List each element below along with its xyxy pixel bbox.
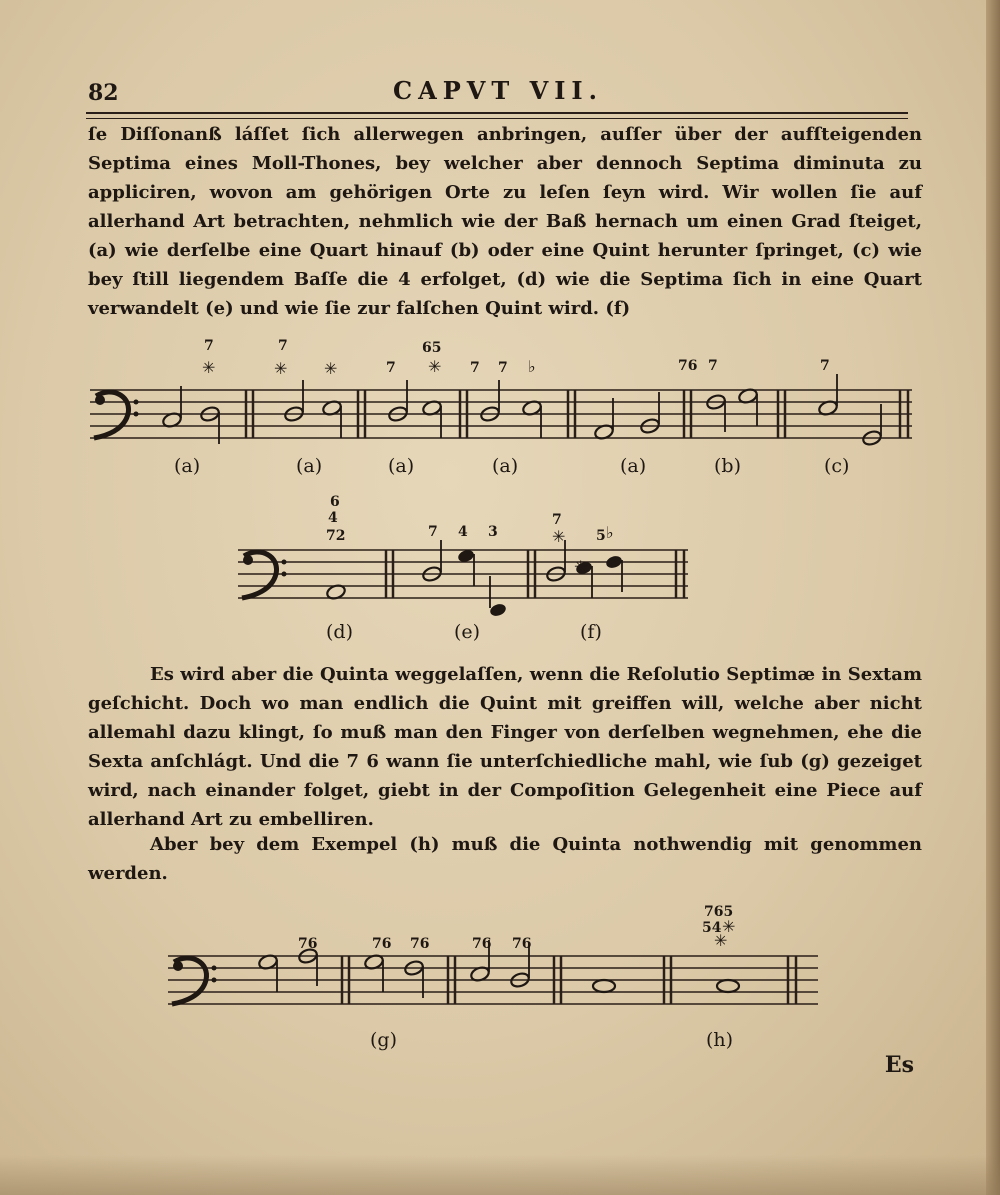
music-example-row-3 [166,900,826,1060]
header-rule [86,112,908,119]
music-example-row-2 [236,492,696,652]
music-example-row-1 [88,338,918,488]
sharp-icon: ✳ [714,931,728,950]
figure-7: 7 [470,360,480,376]
figure-76: 76 [678,358,698,374]
figure-65: 65 [422,340,442,356]
sharp-icon: ✳ [202,358,216,377]
figure-6: 6 [330,494,340,510]
example-label-a: (a) [174,455,201,477]
example-label-e: (e) [454,621,481,643]
paragraph-exempel: Aber bey dem Exempel (h) muß die Quinta nothwendig mit genommen werden. [88,834,922,884]
figure-7: 7 [386,360,396,376]
sharp-icon: ✳ [574,557,588,576]
figure-765: 765 [704,904,734,920]
figure-76: 76 [298,936,318,952]
figure-7: 7 [204,338,214,354]
example-label-c: (c) [824,455,850,477]
figure-7: 7 [820,358,830,374]
example-label-a: (a) [388,455,415,477]
figure-7: 7 [278,338,288,354]
example-label-a: (a) [620,455,647,477]
figure-72: 72 [326,528,346,544]
paragraph-intro: ſe Diſſonanß láſſet ſich allerwegen anbringen, auſſer über der aufſteigenden Septima eines Moll-Thones, bey welcher aber dennoch Septima diminuta zu appliciren, wovon am gehörigen Orte zu leſen ſeyn wird. Wir wollen ſie auf allerhand Art betrachten, nehmlich wie der Baß hernach um einen Grad ſteiget, (a) wie derſelbe eine Quart hinauf (b) oder eine Quint herunter ſpringet, (c) wie bey ſtill liegendem Baſſe die 4 erfolget, (d) wie die Septima ſich in eine Quart verwandelt (e) und wie ſie zur falſchen Quint wird. (f) [88,124,922,319]
figure-76: 76 [472,936,492,952]
figure-7: 7 [708,358,718,374]
figure-7: 7 [428,524,438,540]
bass-clef-icon [94,392,139,438]
figure-3: 3 [488,524,498,540]
catchword: Es [884,1052,914,1078]
figure-54: 54 [702,920,722,936]
example-label-f: (f) [580,621,602,643]
paragraph-quinta: Es wird aber die Quinta weggelaſſen, wenn die Reſolutio Septimæ in Sextam geſchicht. Doch wo man endlich die Quint mit greiffen will, welche aber nicht allemahl dazu klingt, ſo muß man den Finger von derſelben wegnehmen, ehe die Sexta anſchlágt. Und die 7 6 wann ſie unterſchiedliche mahl, wie ſub (g) gezeiget wird, nach einander folget, giebt in der Compoſition Gelegenheit eine Piece auf allerhand Art zu embelliren. [88,664,922,830]
sharp-icon: ✳ [552,527,566,546]
figure-76: 76 [372,936,392,952]
figure-7: 7 [498,360,508,376]
bass-clef-icon [242,552,287,598]
example-label-g: (g) [370,1029,397,1051]
example-label-d: (d) [326,621,353,643]
page-shadow [0,1155,1000,1195]
sharp-icon: ✳ [324,359,338,378]
sharp-icon: ✳ [722,917,736,936]
bass-clef-icon [172,958,217,1004]
figure-76: 76 [512,936,532,952]
figure-5: 5 [596,528,606,544]
figure-4: 4 [458,524,468,540]
sharp-icon: ✳ [428,357,442,376]
staff-row-2 [236,492,696,652]
staff-row-1 [88,338,918,488]
page-number: 82 [88,80,119,106]
chapter-title: CAPVT VII. [392,76,604,105]
example-label-a: (a) [492,455,519,477]
staff-row-3 [166,900,826,1060]
flat-icon: ♭ [606,523,614,542]
running-header [88,72,908,108]
page-edge [986,0,1000,1195]
example-label-b: (b) [714,455,741,477]
figure-7: 7 [552,512,562,528]
sharp-icon: ✳ [274,359,288,378]
example-label-h: (h) [706,1029,734,1051]
flat-icon: ♭ [528,357,536,376]
example-label-a: (a) [296,455,323,477]
figure-4: 4 [328,510,338,526]
figure-76: 76 [410,936,430,952]
